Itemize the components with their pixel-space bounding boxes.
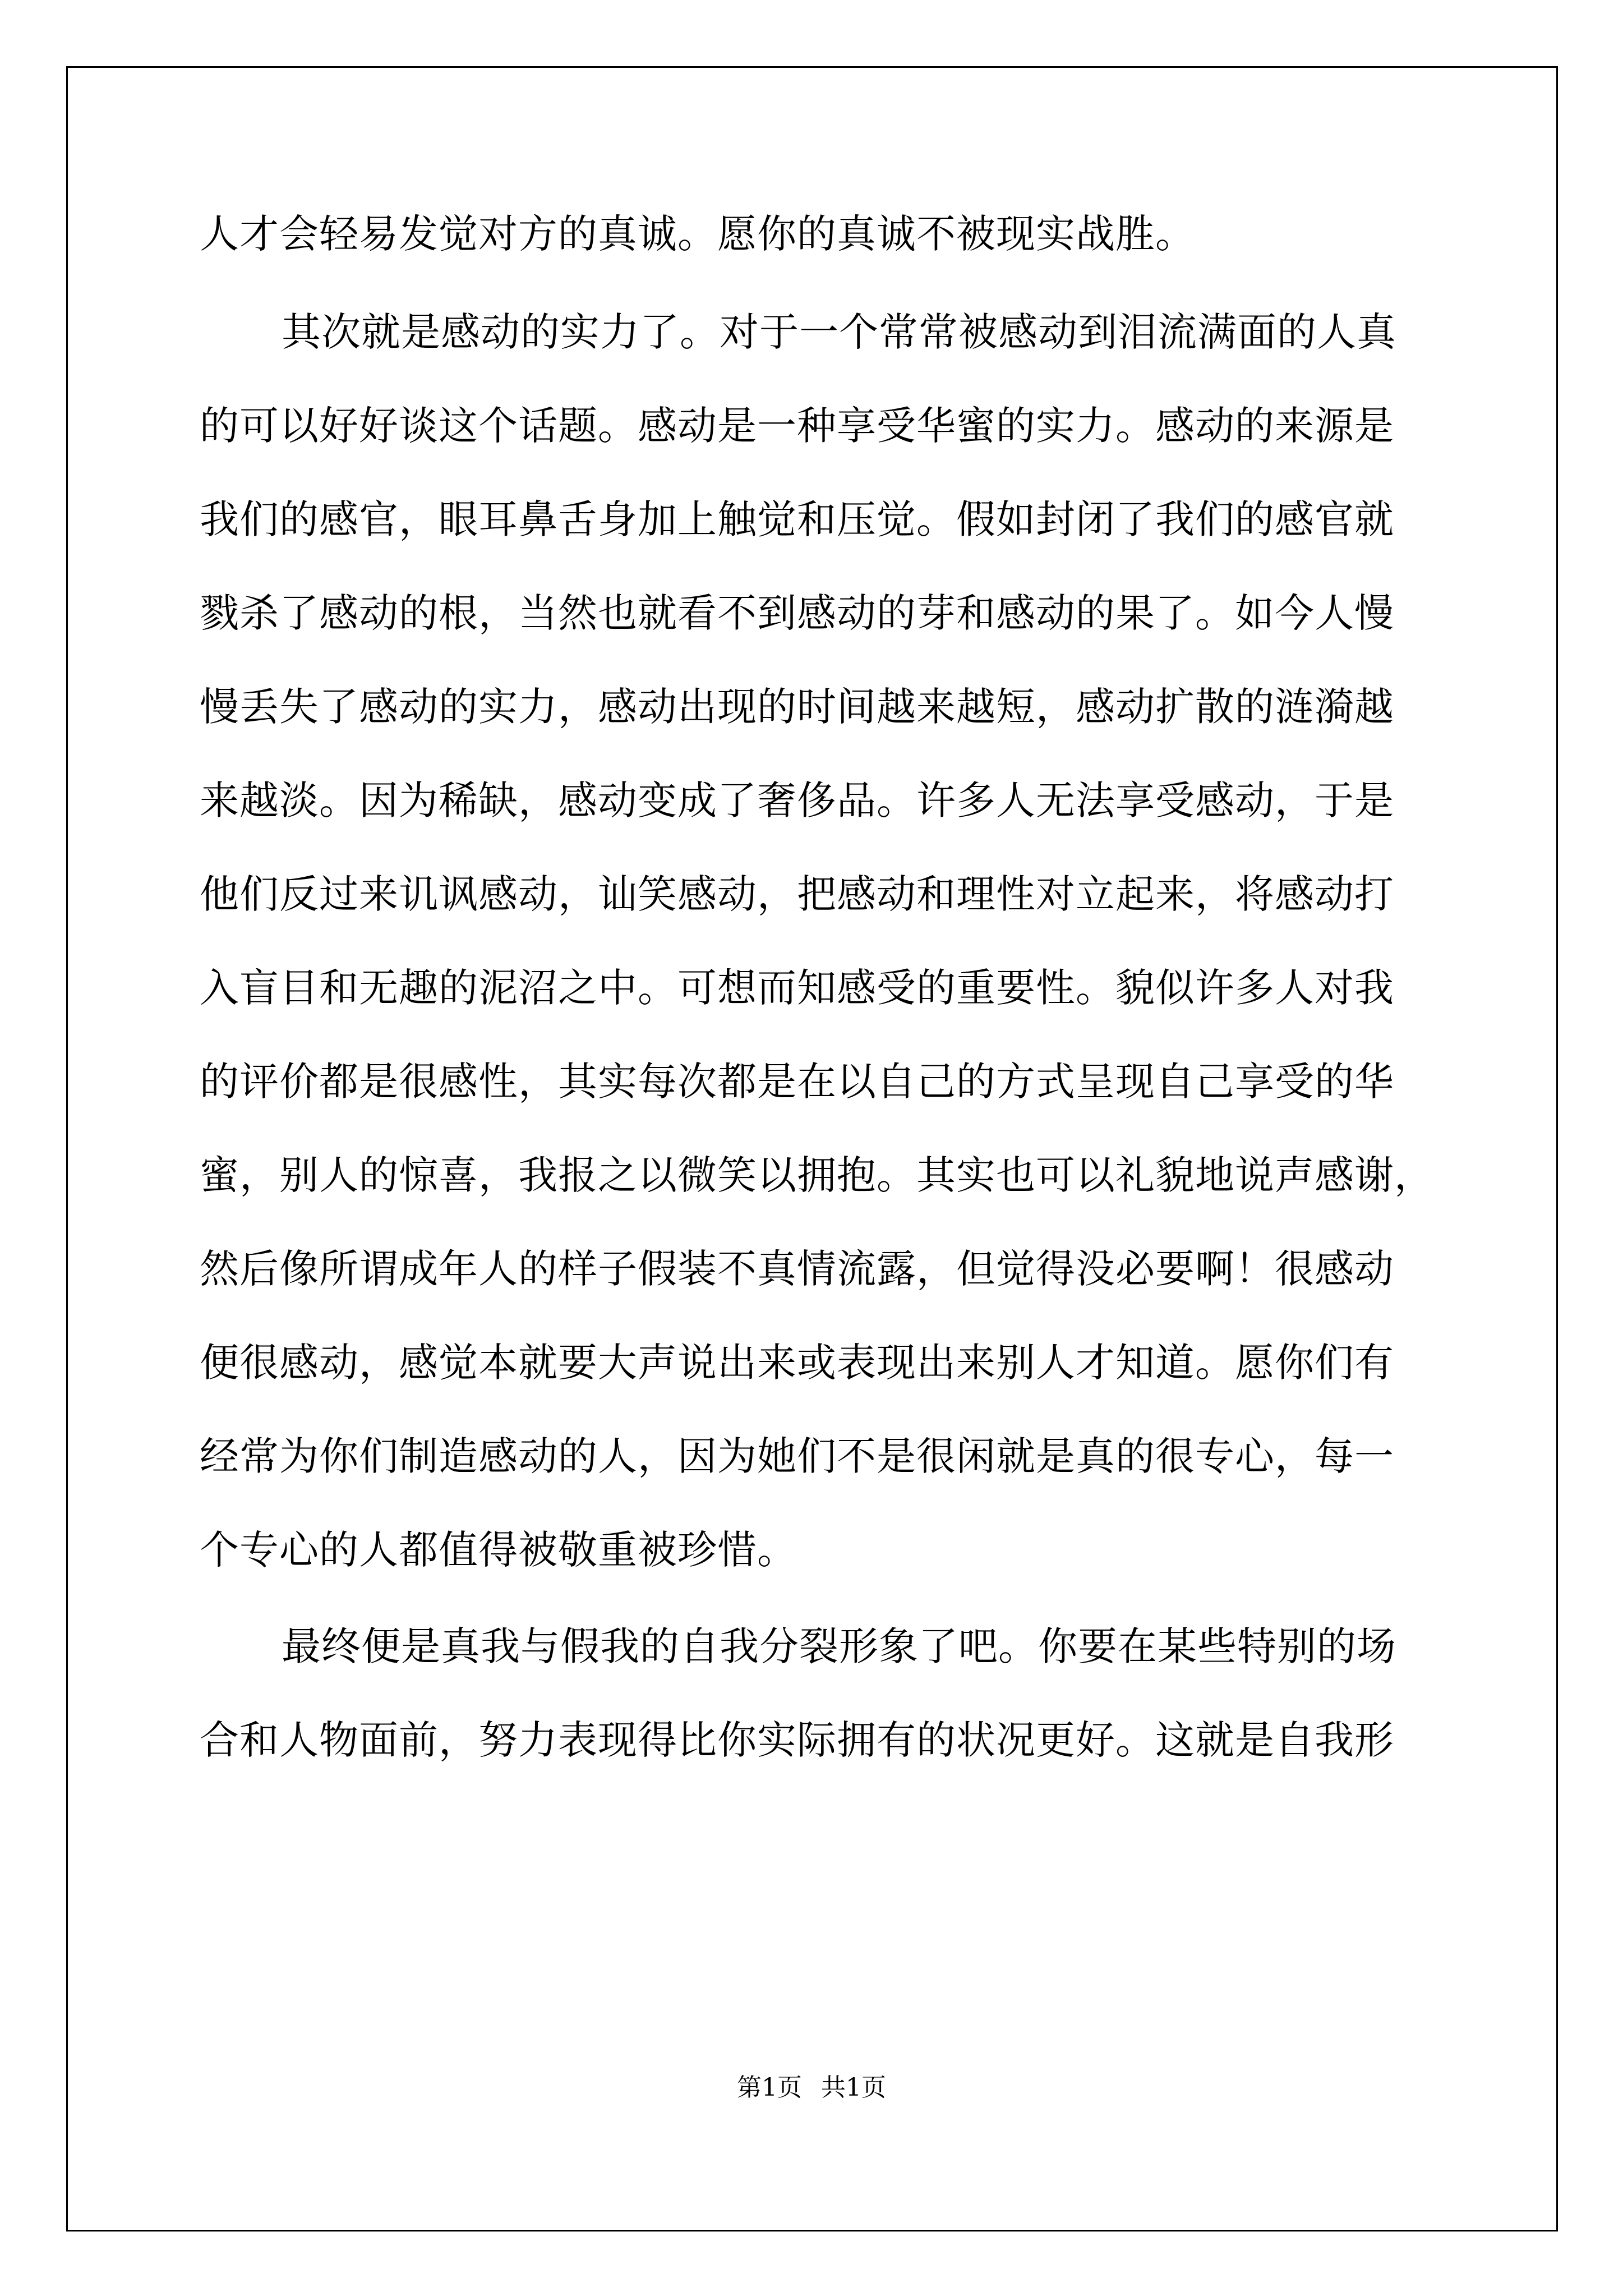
- text-line-7: 来越淡。因为稀缺，感动变成了奢侈品。许多人无法享受感动，于是: [200, 777, 1394, 823]
- text-line-3: 的可以好好谈这个话题。感动是一种享受华蜜的实力。感动的来源是: [200, 403, 1394, 449]
- text-line-16: 最终便是真我与假我的自我分裂形象了吧。你要在某些特别的场: [282, 1623, 1396, 1669]
- text-line-15: 个专心的人都值得被敬重被珍惜。: [200, 1527, 797, 1573]
- text-line-10: 的评价都是很感性，其实每次都是在以自己的方式呈现自己享受的华: [200, 1059, 1394, 1105]
- text-line-13: 便很感动，感觉本就要大声说出来或表现出来别人才知道。愿你们有: [200, 1340, 1394, 1386]
- text-line-5: 戮杀了感动的根，当然也就看不到感动的芽和感动的果了。如今人慢: [200, 590, 1394, 636]
- text-line-2: 其次就是感动的实力了。对于一个常常被感动到泪流满面的人真: [282, 309, 1396, 355]
- text-line-1: 人才会轻易发觉对方的真诚。愿你的真诚不被现实战胜。: [200, 211, 1195, 257]
- text-line-11: 蜜，别人的惊喜，我报之以微笑以拥抱。其实也可以礼貌地说声感谢，: [200, 1152, 1434, 1198]
- text-line-9: 入盲目和无趣的泥沼之中。可想而知感受的重要性。貌似许多人对我: [200, 965, 1394, 1011]
- text-line-8: 他们反过来讥讽感动，讪笑感动，把感动和理性对立起来，将感动打: [200, 871, 1394, 917]
- page-number: 第1页: [737, 2073, 802, 2102]
- text-line-4: 我们的感官，眼耳鼻舌身加上触觉和压觉。假如封闭了我们的感官就: [200, 496, 1394, 542]
- text-line-17: 合和人物面前，努力表现得比你实际拥有的状况更好。这就是自我形: [200, 1717, 1394, 1763]
- text-line-12: 然后像所谓成年人的样子假装不真情流露，但觉得没必要啊！很感动: [200, 1246, 1394, 1292]
- text-line-14: 经常为你们制造感动的人，因为她们不是很闲就是真的很专心，每一: [200, 1433, 1394, 1479]
- page-footer: [0, 2071, 1623, 2105]
- text-line-6: 慢丢失了感动的实力，感动出现的时间越来越短，感动扩散的涟漪越: [200, 684, 1394, 730]
- page-total: 共1页: [821, 2073, 886, 2102]
